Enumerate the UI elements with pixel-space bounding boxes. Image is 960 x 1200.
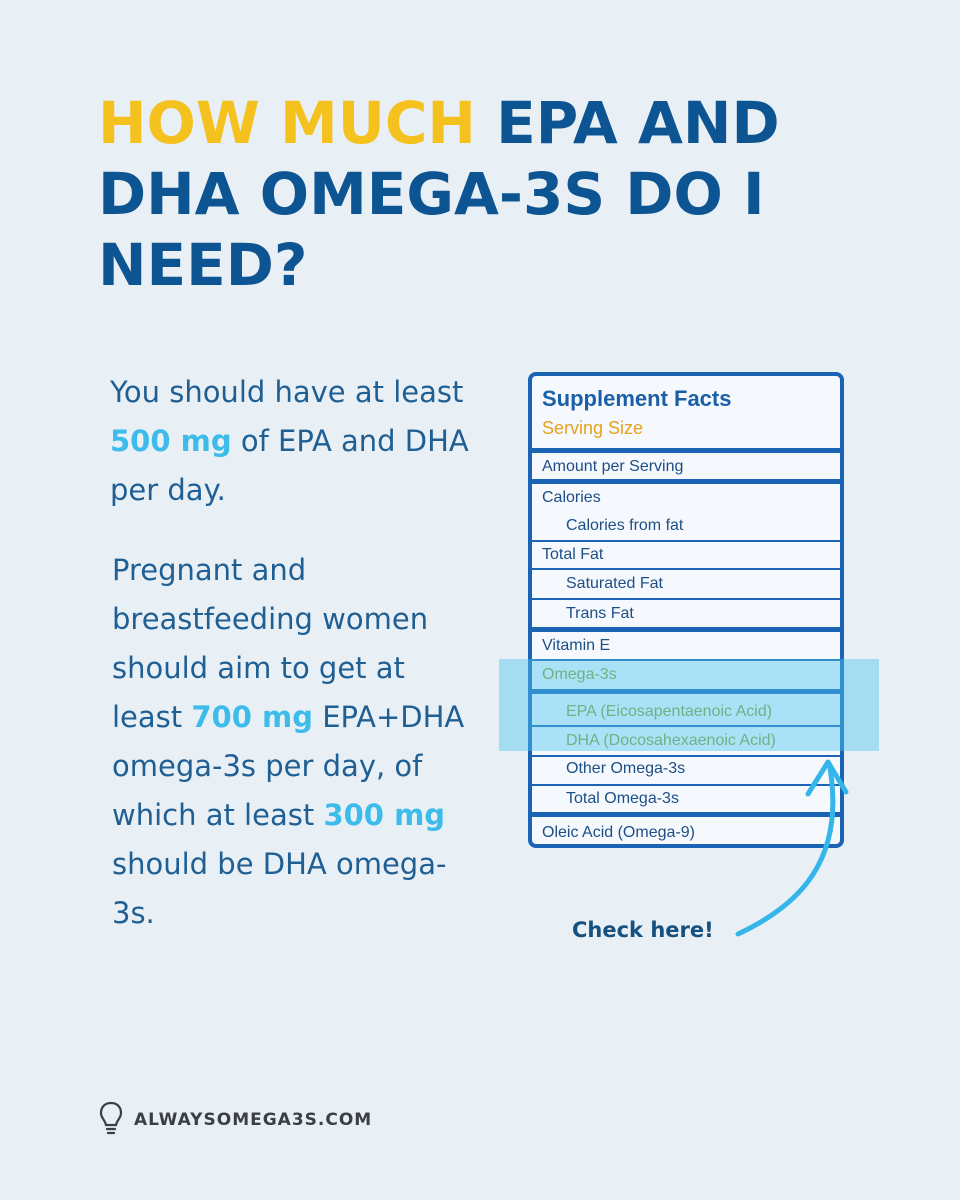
brand-name: ALWAYSOMEGA3S.COM — [134, 1110, 373, 1130]
row-total-fat: Total Fat — [542, 546, 604, 563]
row-dha: DHA (Docosahexaenoic Acid) — [566, 732, 776, 749]
row-calories: Calories — [542, 489, 601, 506]
amount-500mg: 500 mg — [110, 424, 232, 458]
row-omega-3s: Omega-3s — [542, 666, 617, 683]
row-trans-fat: Trans Fat — [566, 605, 634, 622]
lightbulb-icon — [98, 1100, 124, 1140]
heading-highlight: HOW MUCH — [98, 89, 476, 157]
amount-300mg: 300 mg — [323, 798, 446, 832]
intro-text: You should have at least — [110, 375, 464, 409]
pregnancy-text-end: should be DHA omega-3s. — [112, 847, 447, 930]
intro-text-end: of EPA and DHA per day. — [110, 424, 469, 507]
row-oleic-acid: Oleic Acid (Omega-9) — [542, 824, 695, 841]
facts-title: Supplement Facts — [542, 386, 732, 411]
amount-700mg: 700 mg — [191, 700, 313, 734]
pregnancy-text-mid: EPA+DHA omega-3s per day, of which at least — [112, 700, 465, 832]
row-saturated-fat: Saturated Fat — [566, 575, 663, 592]
serving-size: Serving Size — [542, 418, 644, 438]
row-other-omega-3s: Other Omega-3s — [566, 760, 686, 777]
footer — [98, 1100, 372, 1140]
row-total-omega-3s: Total Omega-3s — [566, 790, 679, 807]
row-vitamin-e: Vitamin E — [542, 637, 611, 654]
row-epa: EPA (Eicosapentaenoic Acid) — [566, 703, 773, 720]
pregnancy-text: Pregnant and breastfeeding women should aim to get at least — [112, 553, 429, 734]
check-here-callout: Check here! — [572, 918, 714, 942]
row-calories-from-fat: Calories from fat — [566, 517, 684, 534]
heading-rest: EPA AND DHA OMEGA-3S DO I NEED? — [98, 89, 780, 299]
row-amount-per-serving: Amount per Serving — [542, 458, 684, 475]
